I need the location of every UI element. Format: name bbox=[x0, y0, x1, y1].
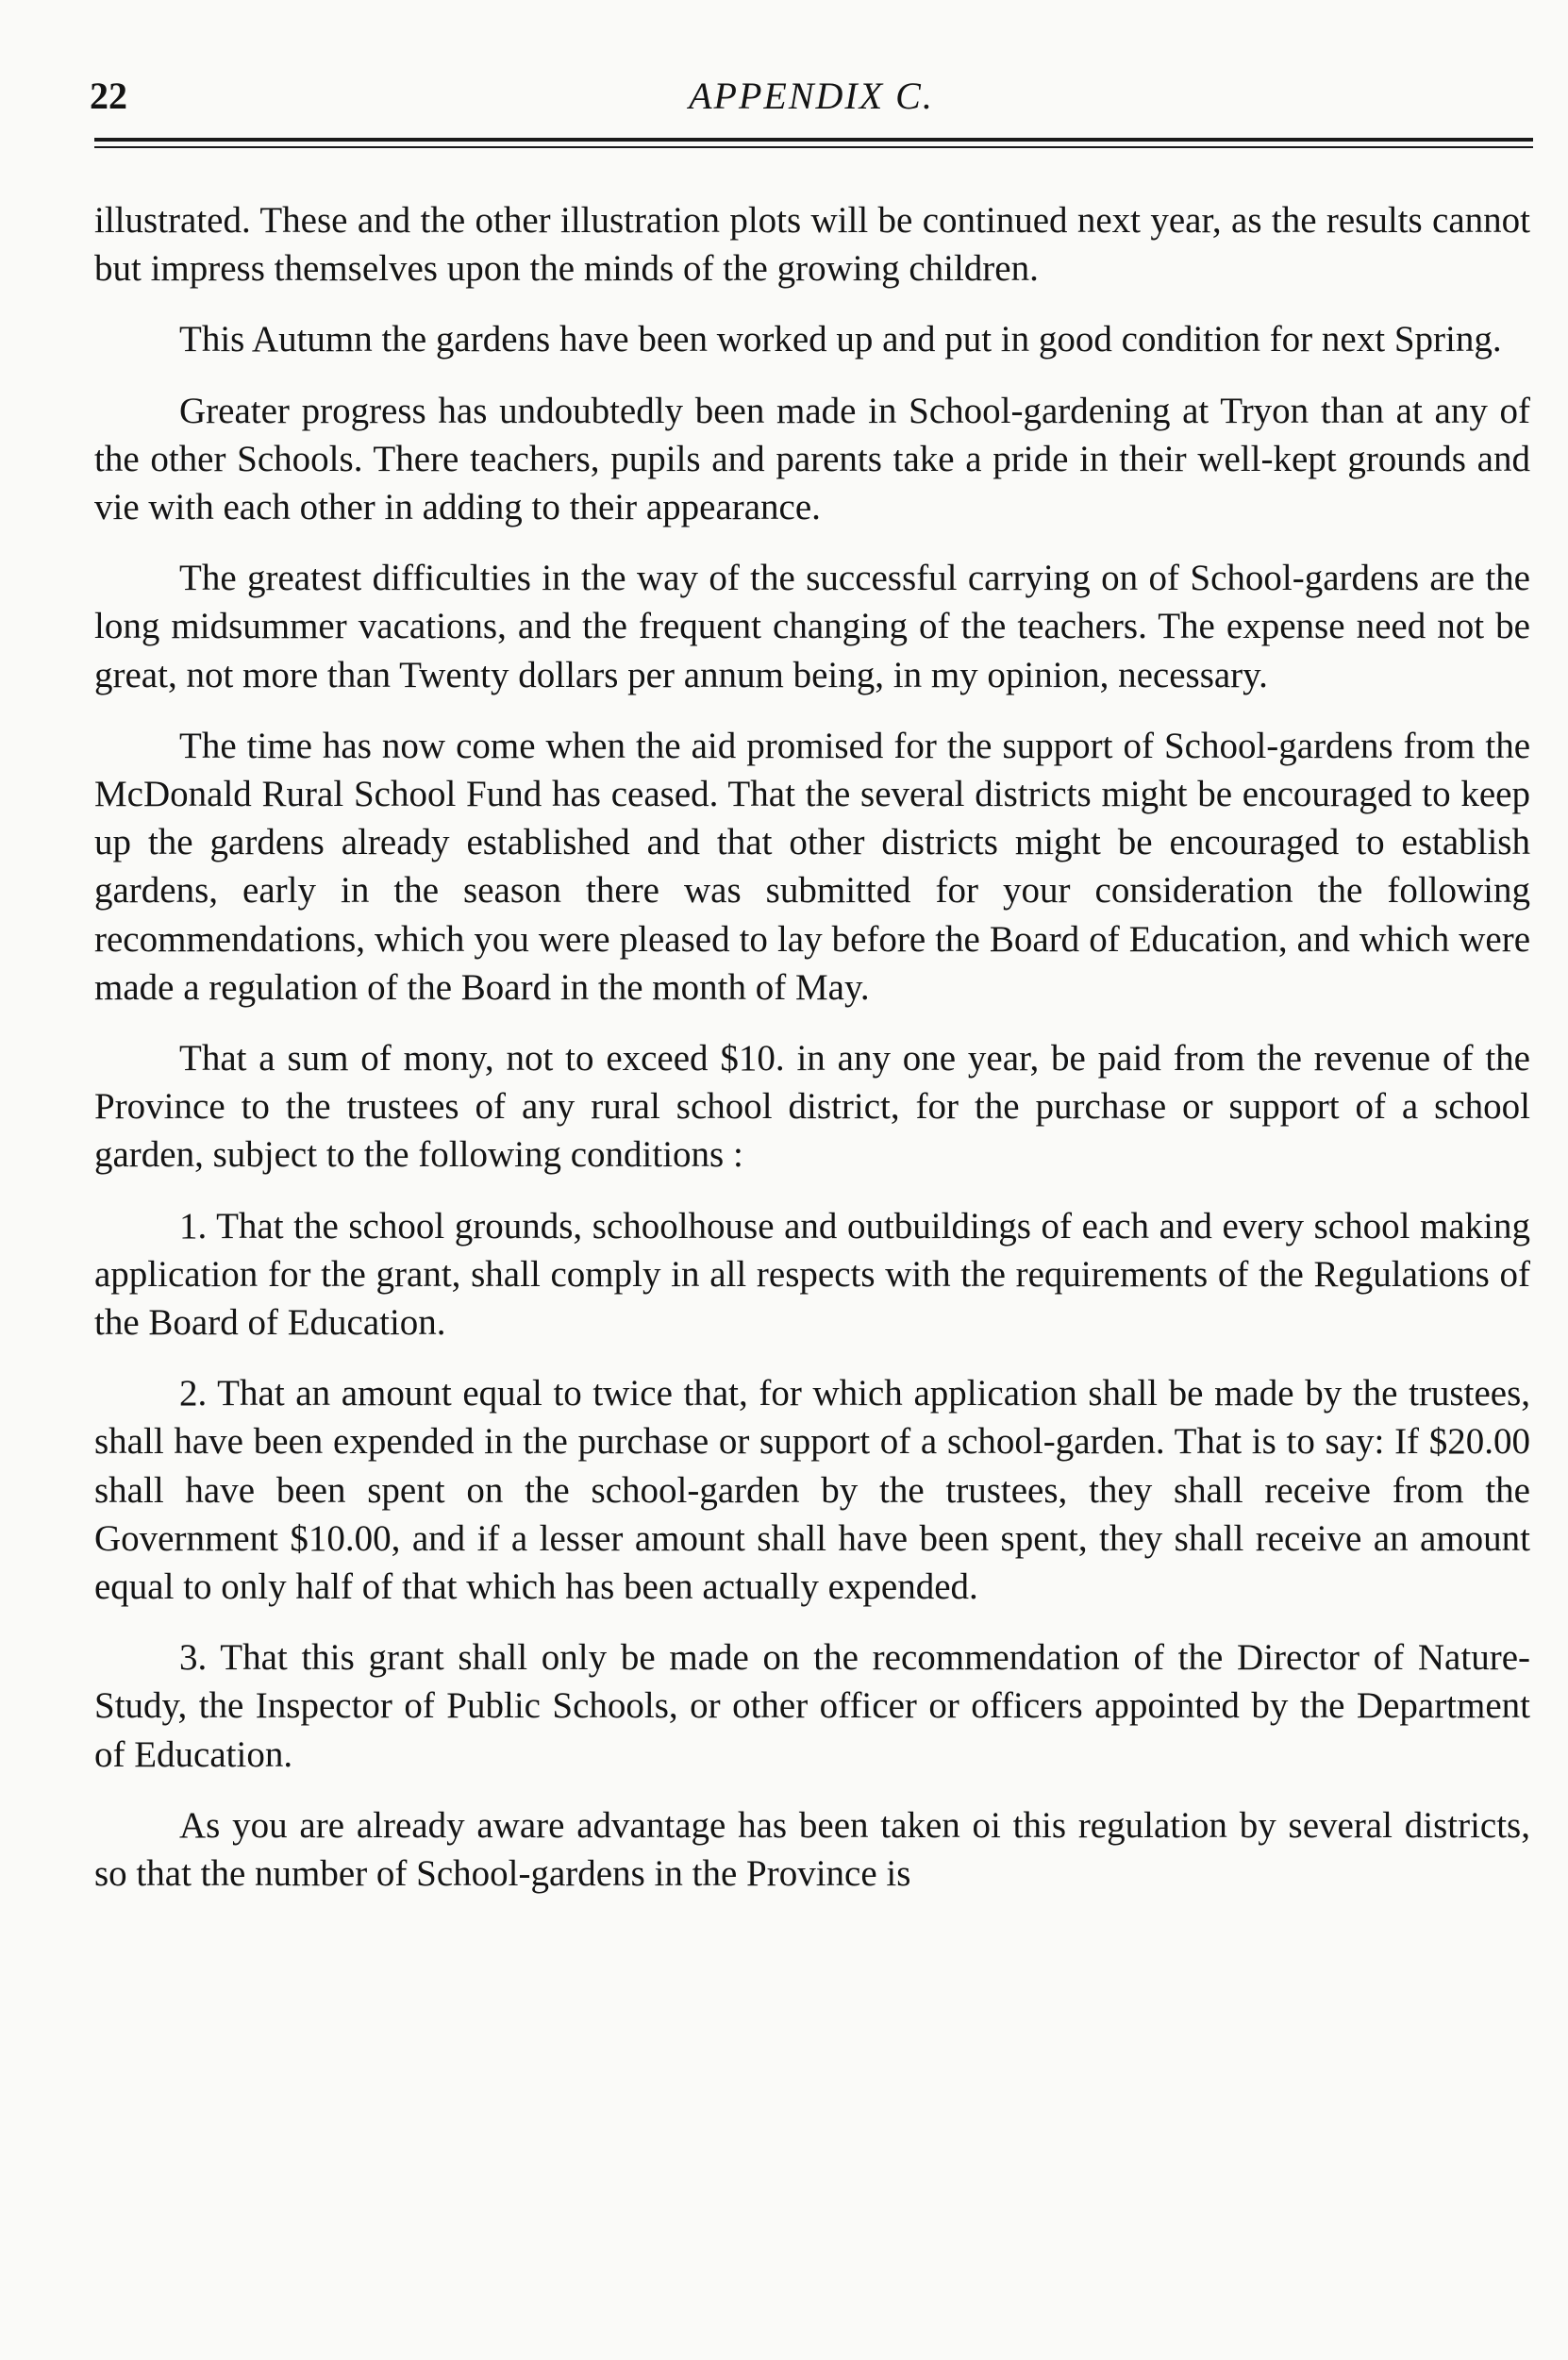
header-rule-top bbox=[94, 138, 1533, 142]
page-header bbox=[90, 70, 1533, 126]
running-title: APPENDIX C. bbox=[689, 75, 934, 117]
condition-item-3: 3. That this grant shall only be made on the recommendation of the Director of Nature-Study, the Inspector of Public Schools, or other officer or officers appointed by the Department of Education. bbox=[94, 1637, 1530, 1775]
paragraph-continuation: illustrated. These and the other illustration plots will be continued next year, as the results cannot but impress themselves upon the minds of the growing children. bbox=[94, 200, 1530, 290]
paragraph: As you are already aware advantage has been taken oi this regulation by several districts, so that the number of School-gardens in the Province is bbox=[94, 1804, 1530, 1895]
header-rule-bottom bbox=[94, 146, 1533, 148]
paragraph: The time has now come when the aid promised for the support of School-gardens from the McDonald Rural School Fund has ceased. That the several districts might be encouraged to keep up the gardens already established and that other districts might be encouraged to establish gardens, early in the season there was submitted for your consideration the following recommendations, which you were pleased to lay before the Board of Education, and which were made a regulation of the Board in the month of May. bbox=[94, 725, 1530, 1008]
paragraph: The greatest difficulties in the way of the successful carrying on of School-gardens are the long midsummer vacations, and the frequent changing of the teachers. The expense need not be great, not more than Twenty dollars per annum being, in my opinion, necessary. bbox=[94, 558, 1530, 695]
body-text bbox=[94, 196, 1530, 1920]
paragraph: That a sum of mony, not to exceed $10. in any one year, be paid from the revenue of the Province to the trustees of any rural school district, for the purchase or support of a school garden, subject to the following conditions : bbox=[94, 1038, 1530, 1176]
page-number: 22 bbox=[90, 75, 127, 117]
paragraph: Greater progress has undoubtedly been made in School-gardening at Tryon than at any of the other Schools. There teachers, pupils and parents take a pride in their well-kept grounds and vie with each other in adding to their appearance. bbox=[94, 390, 1530, 528]
condition-item-1: 1. That the school grounds, schoolhouse and outbuildings of each and every school making application for the grant, shall comply in all respects with the requirements of the Regulations of the Board of Education. bbox=[94, 1205, 1530, 1344]
condition-item-2: 2. That an amount equal to twice that, for which application shall be made by the trustees, shall have been expended in the purchase or support of a school-garden. That is to say: If $20.00 shall have been spent on the school-garden by the trustees, they shall receive from the Government $10.00, and if a lesser amount shall have been spent, they shall receive an amount equal to only half of that which has been actually expended. bbox=[94, 1373, 1530, 1608]
paragraph: This Autumn the gardens have been worked up and put in good condition for next Spring. bbox=[179, 319, 1502, 360]
